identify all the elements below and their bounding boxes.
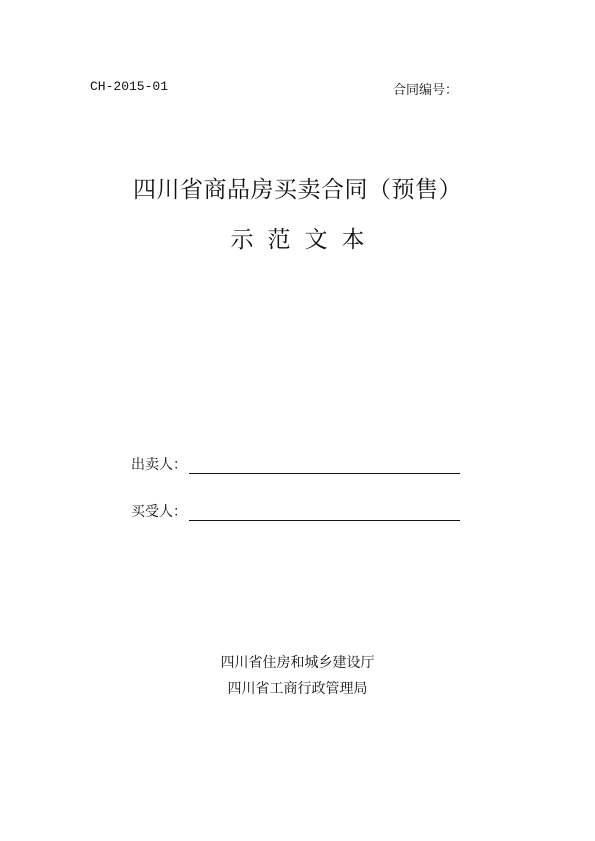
- document-title: 四川省商品房买卖合同（预售）: [133, 177, 462, 203]
- issuer-housing-department: 四川省住房和城乡建设厅: [220, 655, 375, 671]
- buyer-row: [131, 501, 460, 521]
- buyer-label: 买受人：: [131, 504, 187, 520]
- seller-label: 出卖人：: [131, 457, 187, 473]
- seller-row: [131, 454, 460, 474]
- document-subtitle: 示范文本: [230, 227, 379, 253]
- contract-number-label: 合同编号：: [393, 83, 459, 98]
- seller-blank-line: [189, 459, 460, 474]
- issuer-industry-commerce-bureau: 四川省工商行政管理局: [227, 681, 368, 697]
- document-code: CH-2015-01: [90, 79, 169, 94]
- buyer-blank-line: [189, 506, 460, 521]
